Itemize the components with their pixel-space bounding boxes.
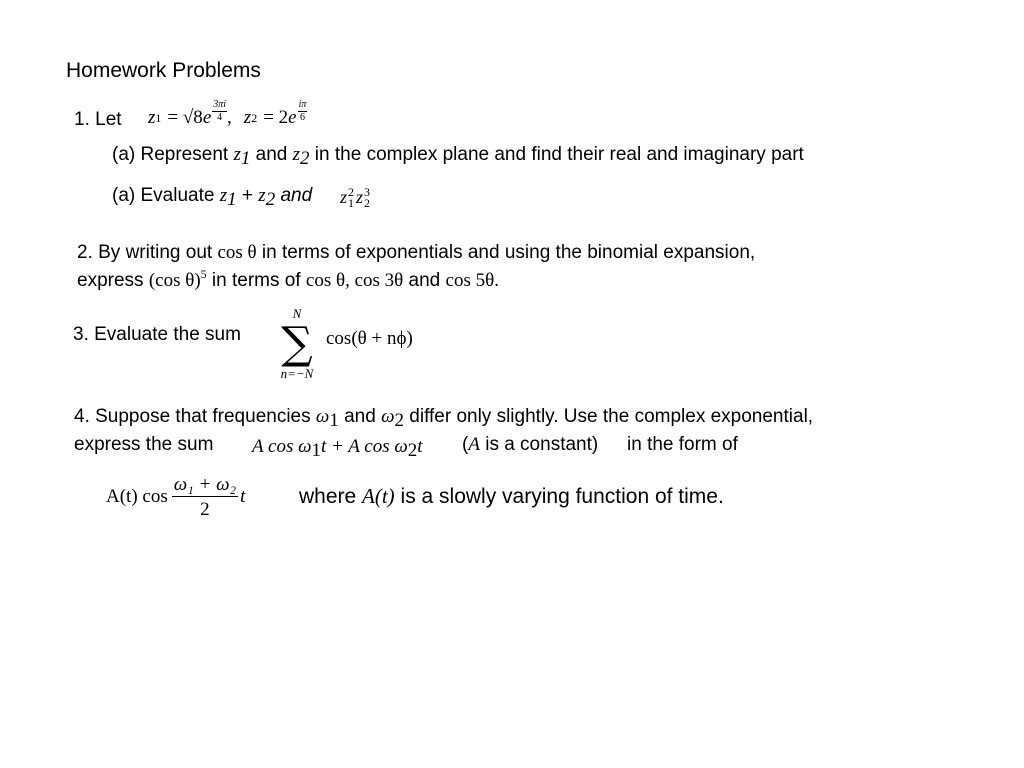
target-form: A(t) cos $\frac{\text{ω₁ + ω₂}}{2}$ t bbox=[106, 474, 246, 520]
problem-2-line-1: 2. By writing out cos θ in terms of exponentials and using the binomial expansion, bbox=[77, 242, 756, 263]
half-sum-fraction: $\frac{\text{ω₁ + ω₂}}{2}$ bbox=[173, 474, 237, 520]
problem-3-label: 3. Evaluate the sum bbox=[73, 324, 241, 345]
problem-4-line-2: express the sum bbox=[74, 434, 214, 455]
sigma-symbol: ∑ bbox=[281, 318, 313, 369]
z1-exp-base: e bbox=[202, 107, 212, 128]
z1-squared-z2-cubed: z 2 1 z 3 2 bbox=[340, 185, 371, 210]
amplitude-cos: A(t) cos bbox=[106, 486, 168, 507]
form-of-label: in the form of bbox=[627, 434, 738, 455]
z1-coefficient: = √8 bbox=[167, 107, 203, 128]
constant-note: (A is a constant) bbox=[462, 434, 599, 455]
z2-coefficient: = 2 bbox=[263, 107, 289, 128]
z2-exponent: $\frac{i\pi}{6}$ bbox=[298, 98, 307, 123]
problem-2-line-2: express (cos θ)$^5$ in terms of cos θ, cos 3θ and cos 5θ. bbox=[77, 267, 499, 291]
z2-exp-base: e bbox=[288, 107, 297, 128]
sum-expression: A $\cos \omega_1t + A$ $\cos \omega_2t$ bbox=[252, 436, 423, 461]
z2-variable: z bbox=[243, 107, 252, 128]
separator: , bbox=[227, 107, 232, 128]
sum-lower-limit: n=−N bbox=[280, 366, 314, 381]
problem-1-label: 1. Let bbox=[74, 109, 122, 130]
sum-upper-limit: N bbox=[292, 306, 302, 321]
where-clause: where A(t) is a slowly varying function of time. bbox=[299, 484, 724, 508]
problem-1-definitions: z 1 = √8 e $\frac{3\pi i}{4}$ , z 2 = 2 e $\frac{i\pi}{6}$ bbox=[148, 98, 307, 128]
problem-1a: (a) Represent $z_1$ and $z_2$ in the complex plane and find their real and imaginary part bbox=[112, 144, 804, 169]
page-title: Homework Problems bbox=[66, 59, 261, 82]
problem-4-line-1: 4. Suppose that frequencies $\omega_1$ and $\omega_2$ differ only slightly. Use the complex exponential, bbox=[74, 406, 814, 431]
problem-1b: (a) Evaluate $z_1 + z_2$ and bbox=[112, 185, 313, 210]
summation bbox=[266, 306, 328, 382]
z1-exponent: $\frac{3\pi i}{4}$ bbox=[213, 98, 227, 123]
summand: cos(θ + nϕ) bbox=[326, 328, 413, 349]
z1-variable: z bbox=[148, 107, 156, 128]
